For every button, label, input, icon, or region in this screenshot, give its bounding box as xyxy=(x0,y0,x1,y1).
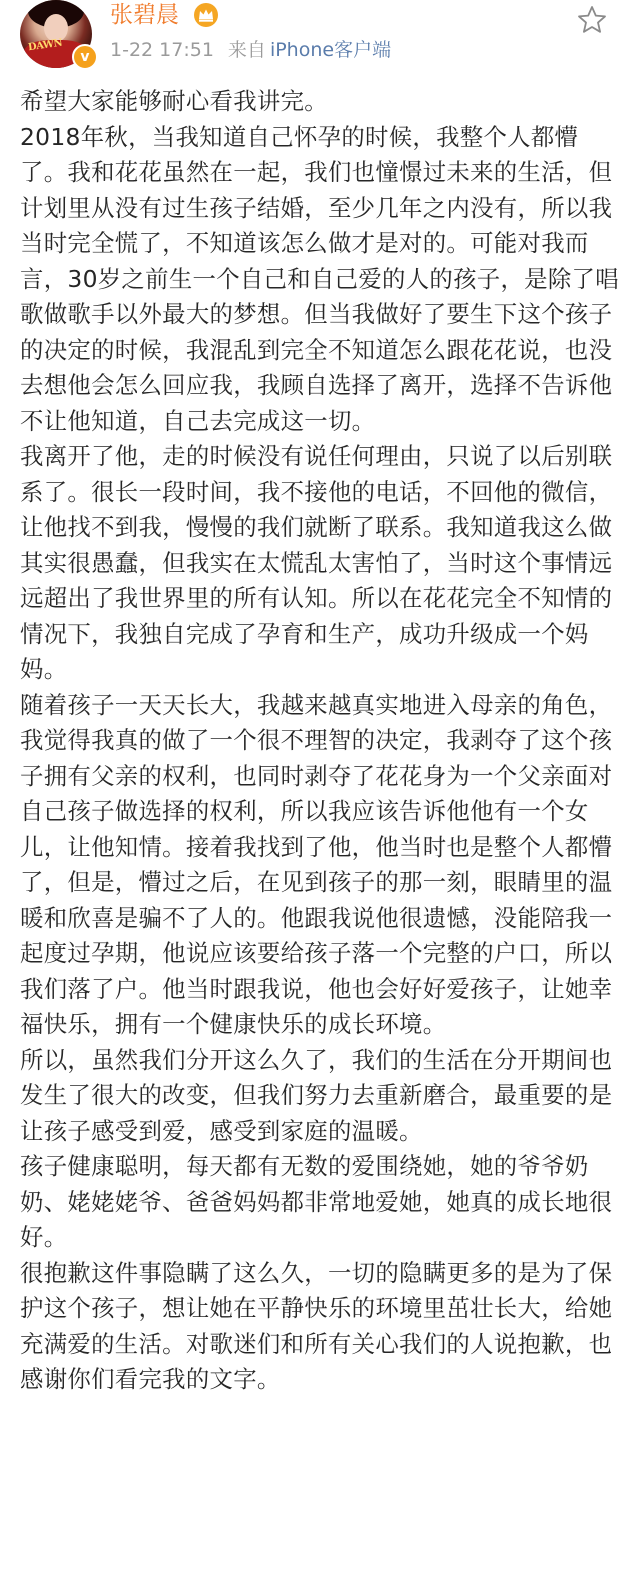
star-icon[interactable] xyxy=(576,4,608,36)
post-paragraph: 所以，虽然我们分开这么久了，我们的生活在分开期间也发生了很大的改变，但我们努力去重新磨合，最重要的是让孩子感受到爱，感受到家庭的温暖。 xyxy=(20,1045,613,1145)
post-paragraph: 2018年秋，当我知道自己怀孕的时候，我整个人都懵了。我和花花虽然在一起，我们也憧憬过未来的生活，但计划里从没有过生孩子结婚，至少几年之内没有，所以我当时完全慌了，不知道该怎么做才是对的。可能对我而言，30岁之前生一个自己和自己爱的人的孩子，是除了唱歌做歌手以外最大的梦想。但当我做好了要生下这个孩子的决定的时候，我混乱到完全不知道怎么跟花花说，也没去想他会怎么回应我，我顾自选择了离开，选择不告诉他不让他知道，自己去完成这一切。 xyxy=(20,122,619,435)
post-timestamp: 1-22 17:51 xyxy=(110,39,214,61)
post-paragraph: 很抱歉这件事隐瞒了这么久，一切的隐瞒更多的是为了保护这个孩子，想让她在平静快乐的环境里茁壮长大，给她充满爱的生活。对歌迷们和所有关心我们的人说抱歉，也感谢你们看完我的文字。 xyxy=(20,1258,613,1393)
source-prefix: 来自 xyxy=(227,39,266,61)
post-meta xyxy=(110,36,391,64)
post-paragraph: 随着孩子一天天长大，我越来越真实地进入母亲的角色，我觉得我真的做了一个很不理智的决定，我剥夺了这个孩子拥有父亲的权利，也同时剥夺了花花身为一个父亲面对自己孩子做选择的权利，所以我应该告诉他他有一个女儿，让他知情。接着我找到了他，他当时也是整个人都懵了，但是，懵过之后，在见到孩子的那一刻，眼睛里的温暖和欣喜是骗不了人的。他跟我说他很遗憾，没能陪我一起度过孕期，他说应该要给孩子落一个完整的户口，所以我们落了户。他当时跟我说，他也会好好爱孩子，让她幸福快乐，拥有一个健康快乐的成长环境。 xyxy=(20,690,613,1038)
verified-icon: v xyxy=(72,44,98,70)
source-client-link[interactable]: iPhone客户端 xyxy=(269,39,392,61)
post-paragraph: 我离开了他，走的时候没有说任何理由，只说了以后别联系了。很长一段时间，我不接他的电话，不回他的微信，让他找不到我，慢慢的我们就断了联系。我知道我这么做其实很愚蠢，但我实在太慌乱太害怕了，当时这个事情远远超出了我世界里的所有认知。所以在花花完全不知情的情况下，我独自完成了孕育和生产，成功升级成一个妈妈。 xyxy=(20,442,613,683)
post-paragraph: 孩子健康聪明，每天都有无数的爱围绕她，她的爷爷奶奶、姥姥姥爷、爸爸妈妈都非常地爱她，她真的成长地很好。 xyxy=(20,1152,613,1251)
post-paragraph: 希望大家能够耐心看我讲完。 xyxy=(20,87,328,115)
username-link[interactable]: 张碧晨 xyxy=(110,2,179,28)
post-body xyxy=(20,84,620,1398)
post-header xyxy=(0,0,638,80)
avatar-logo-text: DAWN xyxy=(27,37,63,54)
crown-icon[interactable] xyxy=(192,2,220,28)
